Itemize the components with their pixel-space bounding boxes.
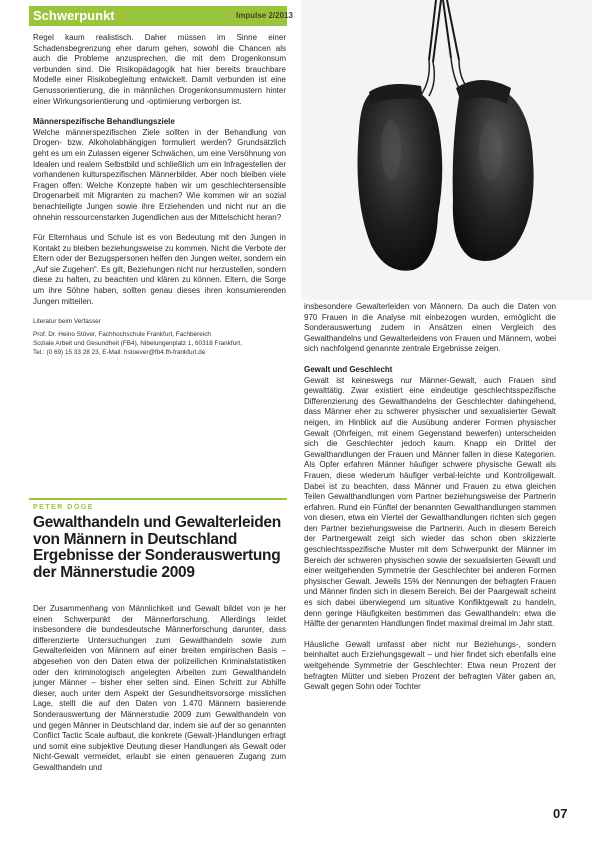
article-paragraph: Der Zusammenhang von Männlichkeit und Gewalt bildet von je her einen Schwerpunkt der Männerforschung. Allerdings leidet insbesondere die bundesdeutsche Männerforschung darunter, dass differenzierte Untersuchungen zum Gewalthandeln sowie zum Gewalterleiden von Männern auf einer breiten empirischen Basis – abgesehen von den Daten etwa der polizeilichen Kriminalstatistiken oder den kriminologisch angelegten Arbeiten zum Gewalthandeln junger Männer – bisher eher selten sind. Einen Schritt zur Abhilfe dieser, auch unter dem Aspekt der Gesundheitsvorsorge misslichen Lage, stellt die auf den Daten von 1.470 Männern basierende Sonderauswertung der Männerstudie 2009 zum Gewalthandeln von und gegen Männer in Deutschland dar, indem sie auf der so genannten Conflict Tactic Scale aufbaut, die konkrete (Gewalt-)Handlungen erfragt und somit eine subjektive Deutung dieser Handlungen als Gewalt oder Nicht-Gewalt vermeidet, erlaubt sie einen genaueren Zugang zum Gewalthandeln und	[33, 604, 286, 772]
article-author: PETER DÖGE	[33, 504, 94, 511]
author-address-line2: Soziale Arbeit und Gesundheit (FB4), Nibelungenplatz 1, 60318 Frankfurt,	[33, 340, 242, 348]
paragraph-behandlungsziele: Welche männerspezifischen Ziele sollten in der Behandlung von Drogen- bzw. Alkoholabhängigen formuliert werden? Grundsätzlich geht es um ein Zulassen eigener Schwächen, um eine Versöhnung von Idealen und realem Selbstbild und schließlich um ein Infragestellen der vorhandenen kulturspezifischen Männerbilder. Aber noch bleiben viele Fragen offen: Welche Konzepte haben wir um geschlechtersensible Drogenarbeit mit Migranten zu machen? Wie kommen wir an sozial benachteiligte Jungen sowie ihre Erziehenden und nicht nur an die ohnehin ressourcenstarken Jugendlichen aus der Mittelschicht heran?	[33, 127, 286, 222]
section-title: Schwerpunkt	[33, 8, 115, 23]
title-line: von Männern in Deutschland	[33, 530, 238, 548]
subhead-gewalt-und-geschlecht: Gewalt und Geschlecht	[304, 364, 393, 374]
title-line: Ergebnisse der Sonderauswertung	[33, 547, 281, 564]
boxing-gloves-image	[301, 0, 592, 300]
left-column-upper	[33, 33, 286, 357]
literature-note: Literatur beim Verfasser	[33, 318, 101, 326]
article-paragraph: Häusliche Gewalt umfasst aber nicht nur Beziehungs-, sondern beinhaltet auch Erziehungsgewalt – und hier findet sich ebenfalls eine weitgehende Symmetrie der Geschlechter: Etwa neun Prozent der befragten Mütter und sieben Prozent der befragten Väter gaben an, Gewalt gegen Sohn oder Tochter	[304, 639, 556, 692]
page-number: 07	[553, 806, 568, 821]
article-paragraph: insbesondere Gewalterleiden von Männern. Da auch die Daten von 970 Frauen in die Analyse mit einbezogen wurden, ermöglicht die Sonderauswertung zudem in Ansätzen einen Vergleich des Gewalthandelns und Gewalterleidens von Frauen und Männern, wobei sich nachfolgend genannte zentrale Ergebnisse zeigen.	[304, 302, 556, 354]
title-line: der Männerstudie 2009	[33, 563, 195, 581]
article-title	[33, 515, 288, 581]
subhead-behandlungsziele: Männerspezifische Behandlungsziele	[33, 117, 175, 127]
article-body-left	[33, 604, 286, 774]
article-body-right	[304, 302, 556, 693]
article-paragraph: Gewalt ist keineswegs nur Männer-Gewalt, auch Frauen sind gewalttätig. Zwar existiert eine eindeutige geschlechtsspezifische Differenzierung des Gewalthandelns der Geschlechter dahingehend, dass Männer eher zu schwerer physischer und sexualisierter Gewalt neigen, im Hinblick auf die Ausübung anderer Formen physischer Gewalt (Ohrfeigen, mit einem Gegenstand bewerfen) unterscheiden sich die Geschlechter jedoch kaum. Knapp ein Drittel der Gewalthandlungen der Frauen und Männer fallen in diese Kategorien. Als Opfer erfahren Männer häufiger schwere physische Gewalt als Frauen, diese wiederum häufiger verbal-leichte und Kontrollgewalt. Dabei ist zu beachten, dass Männer und Frauen zu etwa gleichen Teilen Gewalthandlungen vom Partner beziehungsweise der Partnerin erfahren. Rund ein Fünftel der benannten Gewalthandlungen stammen von diesen, etwa ein Viertel der Gewalthandlungen richten sich gegen den Partner beziehungsweise die Partnerin. Auch in diesem Bereich der Partnergewalt zeigt sich wieder das schon oben skizzierte geschlechtsspezifische Muster mit dem Schwerpunkt der Männer im Bereich der schweren physischen sowie der sexualisierten Gewalt und einer weitgehenden Symmetrie der Geschlechter bei anderen Formen physischer Gewalt. Jeweils 15% der Nennungen der befragten Frauen und Männer finden sich in diesem Bereich. Bei der Paargewalt scheint es sich dabei überwiegend um situative Konfliktgewalt zu handeln, denn geringe Häufigkeiten bestimmen das Gewalthandeln: etwa die Hälfte der genannten Handlungen findet maximal dreimal im Jahr statt.	[304, 375, 556, 629]
title-line: Gewalthandeln und Gewalterleiden	[33, 514, 281, 531]
article-divider	[29, 498, 287, 500]
paragraph-elternhaus: Für Elternhaus und Schule ist es von Bedeutung mit den Jungen in Kontakt zu bleiben beziehungsweise zu kommen. Nicht die Verbote der Eltern oder der Bezugspersonen helfen den Jungen weiter, sondern ein „Auf sie Zugehen“. Es gilt, Beziehungen nicht nur herzustellen, sondern diese zu halten, zu beachten und klären zu können. Eltern, die Sorge um ihre Söhne haben, sollten genau dieses ihren konsumierenden Jungen mitteilen.	[33, 233, 286, 306]
issue-label: Impulse 2/2013	[236, 11, 293, 20]
author-address-line1: Prof. Dr. Heino Stöver, Fachhochschule Frankfurt, Fachbereich	[33, 331, 211, 339]
intro-paragraph: Regel kaum realistisch. Daher müssen im Sinne einer Schadensbegrenzung eher darum gehen, sowohl die Chancen als auch die Probleme anzusprechen, die mit dem Drogenkonsum verbunden sind. Die Risikopädagogik hat hier bereits brauchbare Modelle einer Risikobegleitung entwickelt. Damit verbunden ist eine Genussorientierung, die in männlichen Drogenkonsummustern hinter einer Wirkungsorientierung und -optimierung verborgen ist.	[33, 33, 286, 106]
author-contact-line: Tel.: (0 69) 15 33 28 23, E-Mail: hstoever@fb4.fh-frankfurt.de	[33, 349, 206, 357]
